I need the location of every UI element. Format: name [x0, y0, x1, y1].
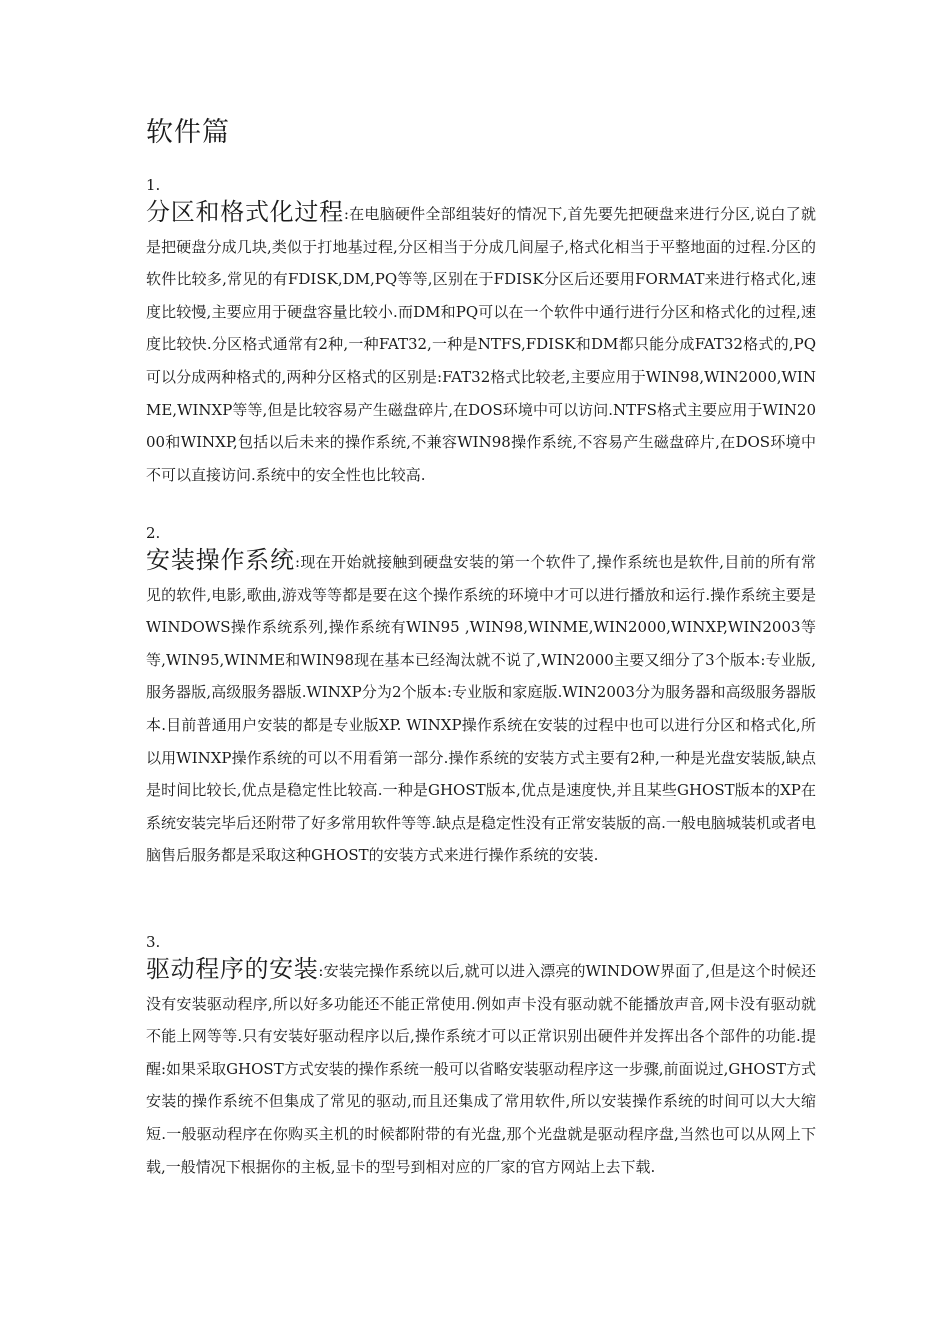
- section-body-text: :现在开始就接触到硬盘安装的第一个软件了,操作系统也是软件,目前的所有常见的软件,电影,歌曲,游戏等等都是要在这个操作系统的环境中才可以进行播放和运行.操作系统主要是WINDOWS操作系统系列,操作系统有WIN95 ,WIN98,WINME,WIN2000,WINXP,WIN2003等等,WIN95,WINME和WIN98现在基本已经淘汰就不说了,WIN2000主要又细分了3个版本:专业版,服务器版,高级服务器版.WINXP分为2个版本:专业版和家庭版.WIN2003分为服务器和高级服务器版本.目前普通用户安装的都是专业版XP. WINXP操作系统在安装的过程中也可以进行分区和格式化,所以用WINXP操作系统的可以不用看第一部分.操作系统的安装方式主要有2种,一种是光盘安装版,缺点是时间比较长,优点是稳定性比较高.一种是GHOST版本,优点是速度快,并且某些GHOST版本的XP在系统安装完毕后还附带了好多常用软件等等.缺点是稳定性没有正常安装版的高.一般电脑城装机或者电脑售后服务都是采取这种GHOST的安装方式来进行操作系统的安装.: [146, 553, 817, 865]
- section-paragraph: [146, 196, 816, 491]
- section-partition-format: [146, 176, 816, 491]
- section-install-os: [146, 524, 816, 872]
- section-number: 3.: [146, 933, 161, 951]
- section-body-text: :在电脑硬件全部组装好的情况下,首先要先把硬盘来进行分区,说白了就是把硬盘分成几块,类似于打地基过程,分区相当于分成几间屋子,格式化相当于平整地面的过程.分区的软件比较多,常见的有FDISK,DM,PQ等等,区别在于FDISK分区后还要用FORMAT来进行格式化,速度比较慢,主要应用于硬盘容量比较小.而DM和PQ可以在一个软件中通行进行分区和格式化的过程,速度比较快.分区格式通常有2种,一种FAT32,一种是NTFS,FDISK和DM都只能分成FAT32格式的,PQ可以分成两种格式的,两种分区格式的区别是:FAT32格式比较老,主要应用于WIN98,WIN2000,WINME,WINXP等等,但是比较容易产生磁盘碎片,在DOS环境中可以访问.NTFS格式主要应用于WIN2000和WINXP,包括以后未来的操作系统,不兼容WIN98操作系统,不容易产生磁盘碎片,在DOS环境中不可以直接访问.系统中的安全性也比较高.: [146, 205, 817, 484]
- section-heading: 安装操作系统: [146, 546, 295, 574]
- section-number: 1.: [146, 176, 161, 194]
- section-heading: 分区和格式化过程: [146, 198, 344, 226]
- page-title: 软件篇: [146, 117, 230, 148]
- section-paragraph: [146, 953, 816, 1183]
- section-install-drivers: [146, 933, 816, 1183]
- section-paragraph: [146, 544, 816, 872]
- section-body-text: :安装完操作系统以后,就可以进入漂亮的WINDOW界面了,但是这个时候还没有安装驱动程序,所以好多功能还不能正常使用.例如声卡没有驱动就不能播放声音,网卡没有驱动就不能上网等等.只有安装好驱动程序以后,操作系统才可以正常识别出硬件并发挥出各个部件的功能.提醒:如果采取GHOST方式安装的操作系统一般可以省略安装驱动程序这一步骤,前面说过,GHOST方式安装的操作系统不但集成了常见的驱动,而且还集成了常用软件,所以安装操作系统的时间可以大大缩短.一般驱动程序在你购买主机的时候都附带的有光盘,那个光盘就是驱动程序盘,当然也可以从网上下载,一般情况下根据你的主板,显卡的型号到相对应的厂家的官方网站上去下载.: [146, 962, 816, 1176]
- section-heading: 驱动程序的安装: [146, 955, 319, 983]
- section-number: 2.: [146, 524, 161, 542]
